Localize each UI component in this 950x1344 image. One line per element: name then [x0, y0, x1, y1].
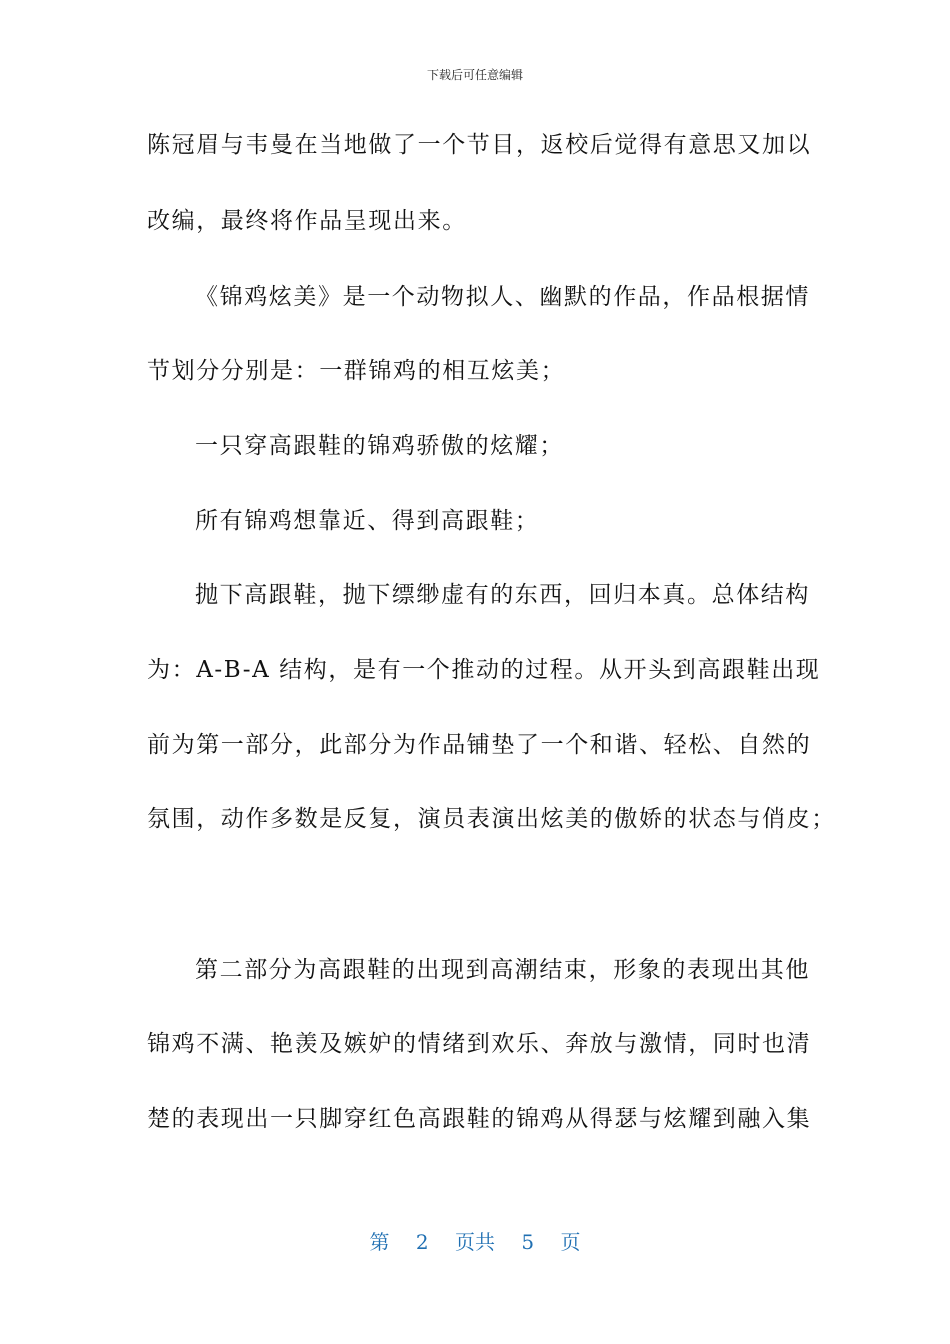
paragraph-line: 陈冠眉与韦曼在当地做了一个节目，返校后觉得有意思又加以 — [147, 132, 812, 158]
paragraph-line: 改编，最终将作品呈现出来。 — [147, 208, 467, 234]
paragraph-line: 《锦鸡炫美》是一个动物拟人、幽默的作品，作品根据情 — [195, 284, 810, 310]
page-footer — [0, 1226, 950, 1255]
footer-middle: 页共 — [455, 1230, 495, 1254]
page-header: 下载后可任意编辑 — [426, 68, 523, 82]
paragraph-line: 锦鸡不满、艳羡及嫉妒的情绪到欢乐、奔放与激情，同时也清 — [147, 1031, 812, 1057]
paragraph-line: 前为第一部分，此部分为作品铺垫了一个和谐、轻松、自然的 — [147, 732, 812, 758]
paragraph-line: 一只穿高跟鞋的锦鸡骄傲的炫耀； — [195, 433, 564, 459]
paragraph-line: 楚的表现出一只脚穿红色高跟鞋的锦鸡从得瑟与炫耀到融入集 — [147, 1106, 812, 1132]
paragraph-line: 第二部分为高跟鞋的出现到高潮结束，形象的表现出其他 — [195, 957, 810, 983]
current-page-number: 2 — [415, 1230, 429, 1254]
paragraph-line: 氛围，动作多数是反复，演员表演出炫美的傲娇的状态与俏皮； — [147, 806, 836, 832]
paragraph-line: 所有锦鸡想靠近、得到高跟鞋； — [195, 508, 540, 534]
paragraph-line: 为：A-B-A 结构，是有一个推动的过程。从开头到高跟鞋出现 — [147, 657, 821, 683]
footer-prefix: 第 — [369, 1230, 390, 1254]
footer-suffix: 页 — [560, 1230, 581, 1254]
total-pages-number: 5 — [521, 1230, 535, 1254]
paragraph-line: 抛下高跟鞋，抛下缥缈虚有的东西，回归本真。总体结构 — [195, 582, 810, 608]
paragraph-line: 节划分分别是：一群锦鸡的相互炫美； — [147, 358, 566, 384]
